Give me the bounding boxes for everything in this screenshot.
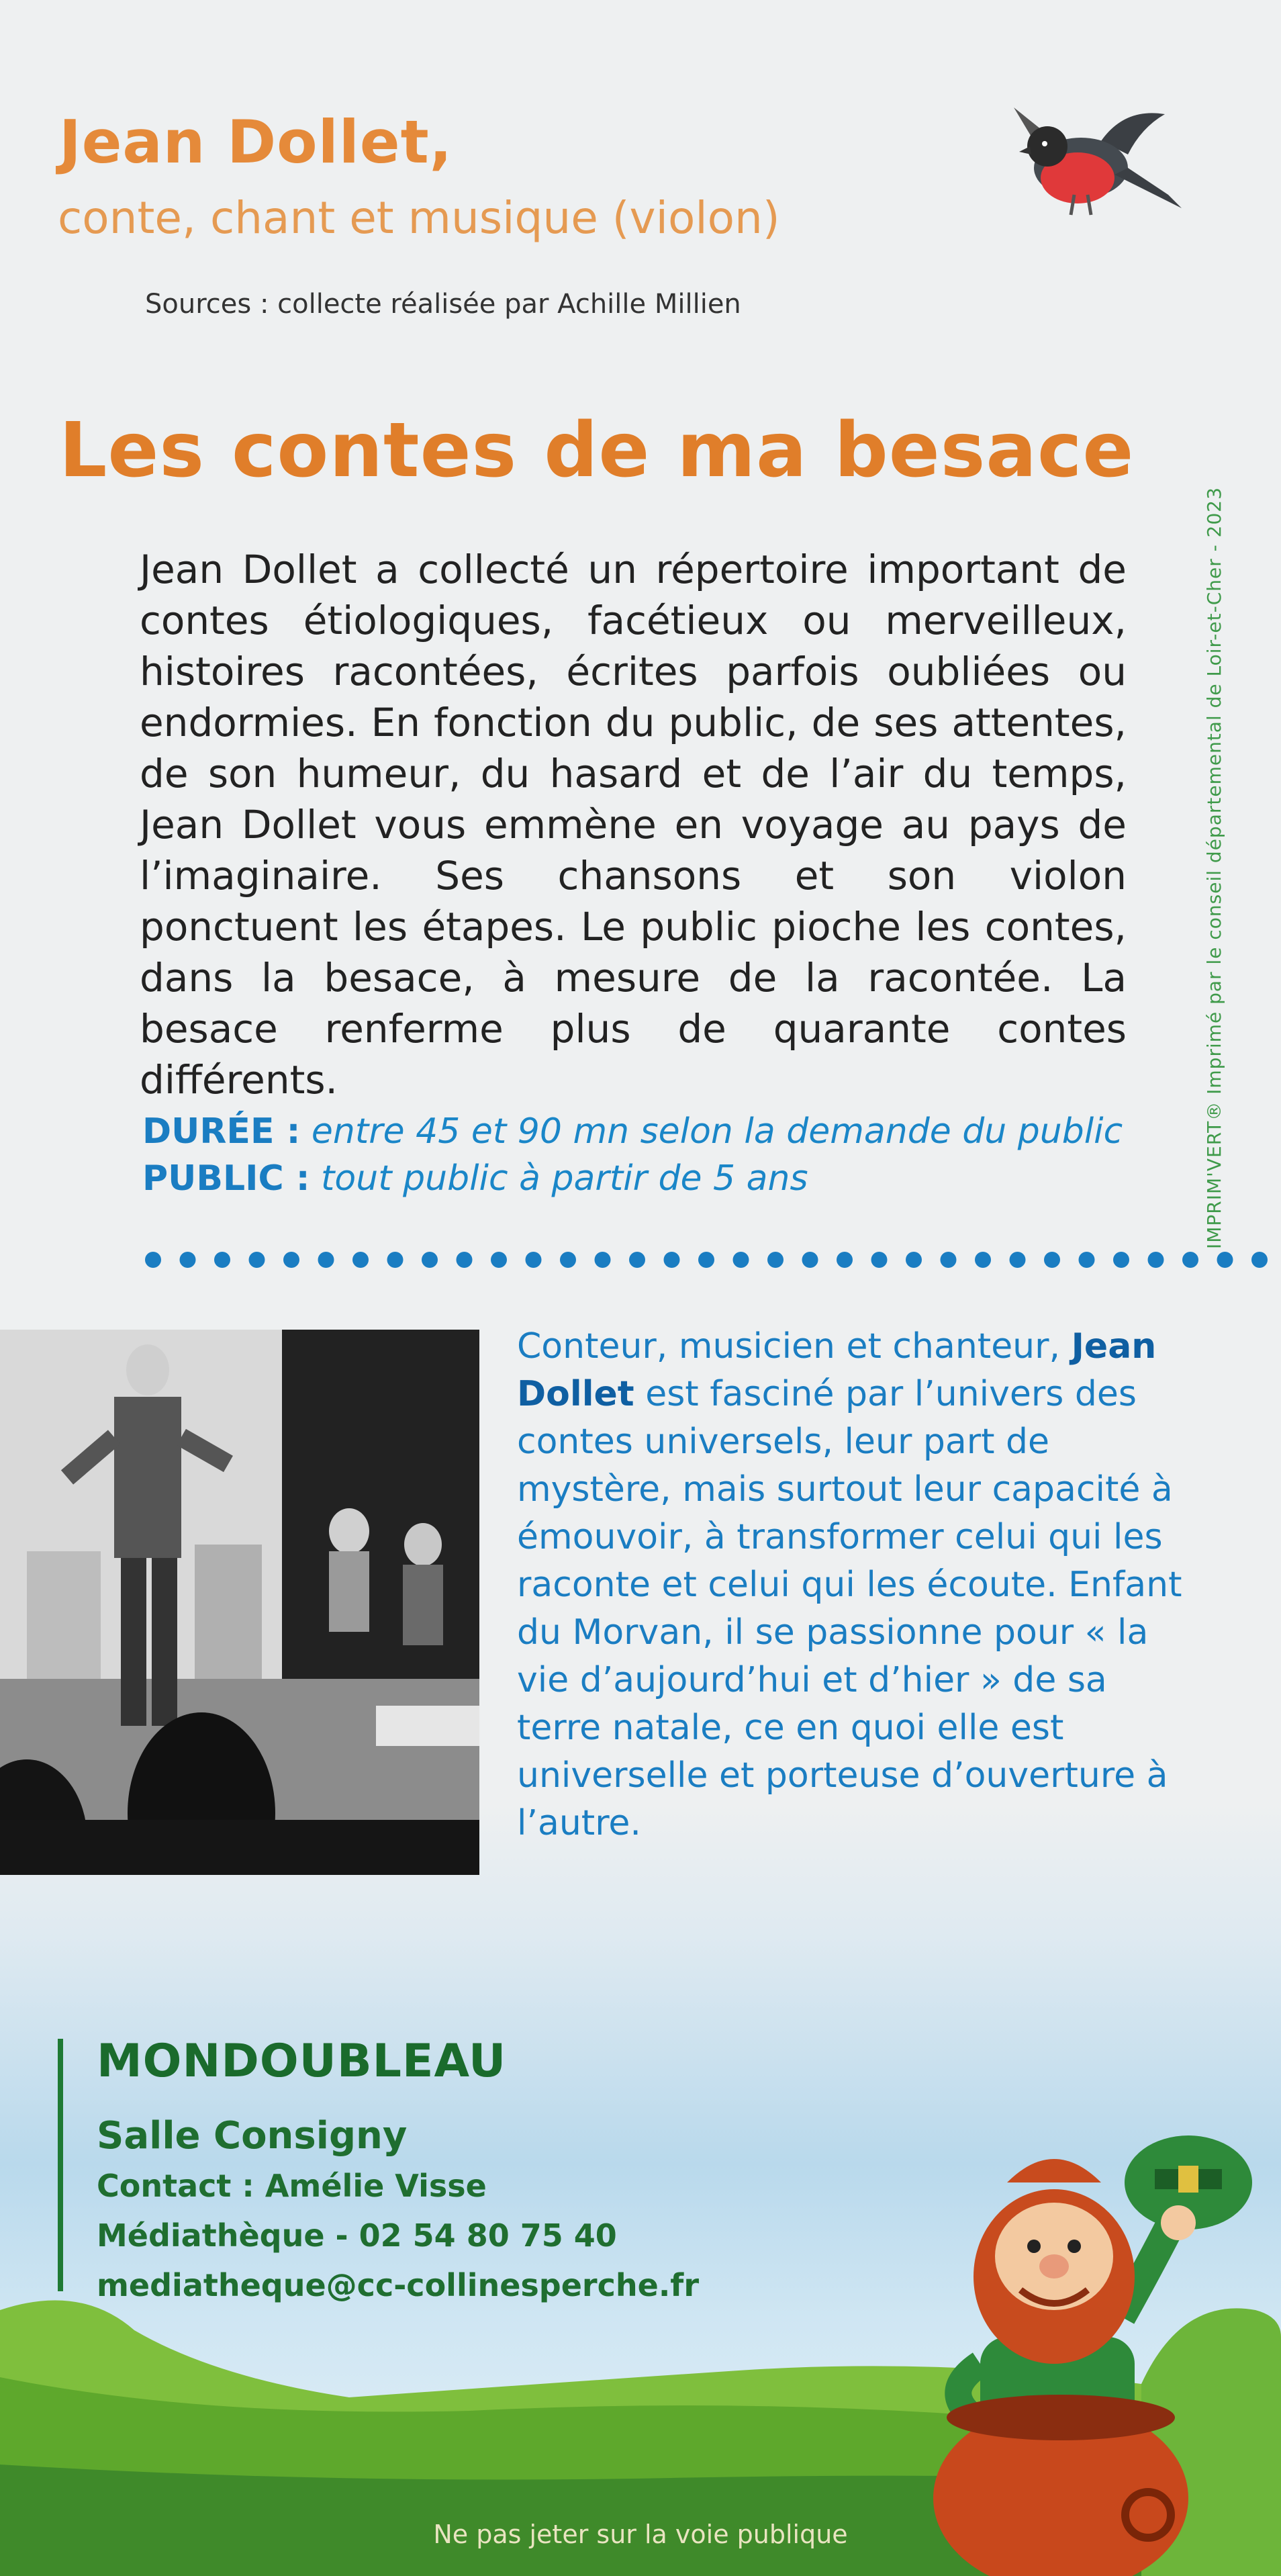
contact-person: Contact : Amélie Visse — [97, 2168, 487, 2204]
separator-dot — [1148, 1252, 1164, 1268]
separator-dot — [629, 1252, 645, 1268]
show-meta — [142, 1108, 1123, 1202]
performer-subtitle: conte, chant et musique (violon) — [58, 192, 780, 244]
separator-dot — [733, 1252, 749, 1268]
separator-dot — [318, 1252, 334, 1268]
separator-dot — [352, 1252, 369, 1268]
separator-dot — [1251, 1252, 1268, 1268]
performer-bio — [517, 1323, 1195, 1847]
separator-dot — [975, 1252, 991, 1268]
separator-dot — [1010, 1252, 1026, 1268]
separator-dot — [145, 1252, 161, 1268]
separator-dot — [1182, 1252, 1198, 1268]
show-description: Jean Dollet a collecté un répertoire important de contes étiologiques, facétieux ou merveilleux, histoires racontées, écrites parfois oubliées ou endormies. En fonction du public, de ses attentes, de son humeur, du hasard et de l’air du temps, Jean Dollet vous emmène en voyage au pays de l’imaginaire. Ses chansons et son violon ponctuent les étapes. Le public pioche les contes, dans la besace, à mesure de la racontée. La besace renferme plus de quarante contes différents. — [140, 547, 1127, 1103]
leprechaun-illustration — [873, 2122, 1255, 2576]
performer-name: Jean Dollet, — [59, 107, 453, 177]
show-title: Les contes de ma besace — [59, 407, 1135, 494]
duration-value: entre 45 et 90 mn selon la demande du public — [311, 1111, 1123, 1152]
separator-dot — [698, 1252, 714, 1268]
dotted-separator — [141, 1248, 1281, 1272]
sources-line: Sources : collecte réalisée par Achille Millien — [145, 289, 741, 320]
contact-venue: Salle Consigny — [97, 2114, 408, 2158]
separator-dot — [1113, 1252, 1129, 1268]
separator-dot — [906, 1252, 922, 1268]
separator-dot — [214, 1252, 230, 1268]
separator-dot — [1217, 1252, 1233, 1268]
separator-dot — [249, 1252, 265, 1268]
separator-dot — [871, 1252, 888, 1268]
separator-dot — [767, 1252, 784, 1268]
contact-phone: Médiathèque - 02 54 80 75 40 — [97, 2217, 617, 2254]
separator-dot — [457, 1252, 473, 1268]
contact-email: mediatheque@cc-collinesperche.fr — [97, 2267, 699, 2303]
separator-dot — [837, 1252, 853, 1268]
separator-dot — [387, 1252, 404, 1268]
separator-dot — [422, 1252, 438, 1268]
separator-dot — [491, 1252, 507, 1268]
bio-text: est fasciné par l’univers des contes universels, leur part de mystère, mais surtout leur capacité à émouvoir, à transformer celui qui les raconte et celui qui les écoute. Enfant du Morvan, il se passionne pour « la vie d’aujourd’hui et d’hier » de sa terre natale, ce en quoi elle est universelle et porteuse d’ouverture à l’autre. — [517, 1374, 1182, 1843]
separator-dot — [941, 1252, 957, 1268]
separator-dot — [180, 1252, 196, 1268]
separator-dot — [526, 1252, 542, 1268]
separator-dot — [802, 1252, 818, 1268]
bio-name: Jean Dollet — [517, 1326, 1157, 1414]
bullfinch-bird-icon — [1007, 94, 1195, 228]
duration-row — [142, 1108, 1123, 1155]
separator-dot — [283, 1252, 299, 1268]
contact-city: MONDOUBLEAU — [97, 2035, 507, 2088]
performer-photo — [0, 1330, 479, 1875]
public-row — [142, 1155, 1123, 1202]
separator-dot — [1044, 1252, 1060, 1268]
photo-illustration — [0, 1330, 479, 1875]
separator-dot — [1079, 1252, 1095, 1268]
duration-label: DURÉE : — [142, 1111, 301, 1152]
contact-accent-bar — [58, 2039, 63, 2291]
separator-dot — [560, 1252, 576, 1268]
public-label: PUBLIC : — [142, 1158, 310, 1199]
footer-note: Ne pas jeter sur la voie publique — [433, 2520, 848, 2549]
separator-dot — [595, 1252, 611, 1268]
bio-intro: Conteur, musicien et chanteur, — [517, 1326, 1061, 1367]
print-note: IMPRIM'VERT® Imprimé par le conseil départemental de Loir-et-Cher - 2023 — [1203, 487, 1225, 1249]
public-value: tout public à partir de 5 ans — [321, 1158, 808, 1199]
separator-dot — [664, 1252, 680, 1268]
